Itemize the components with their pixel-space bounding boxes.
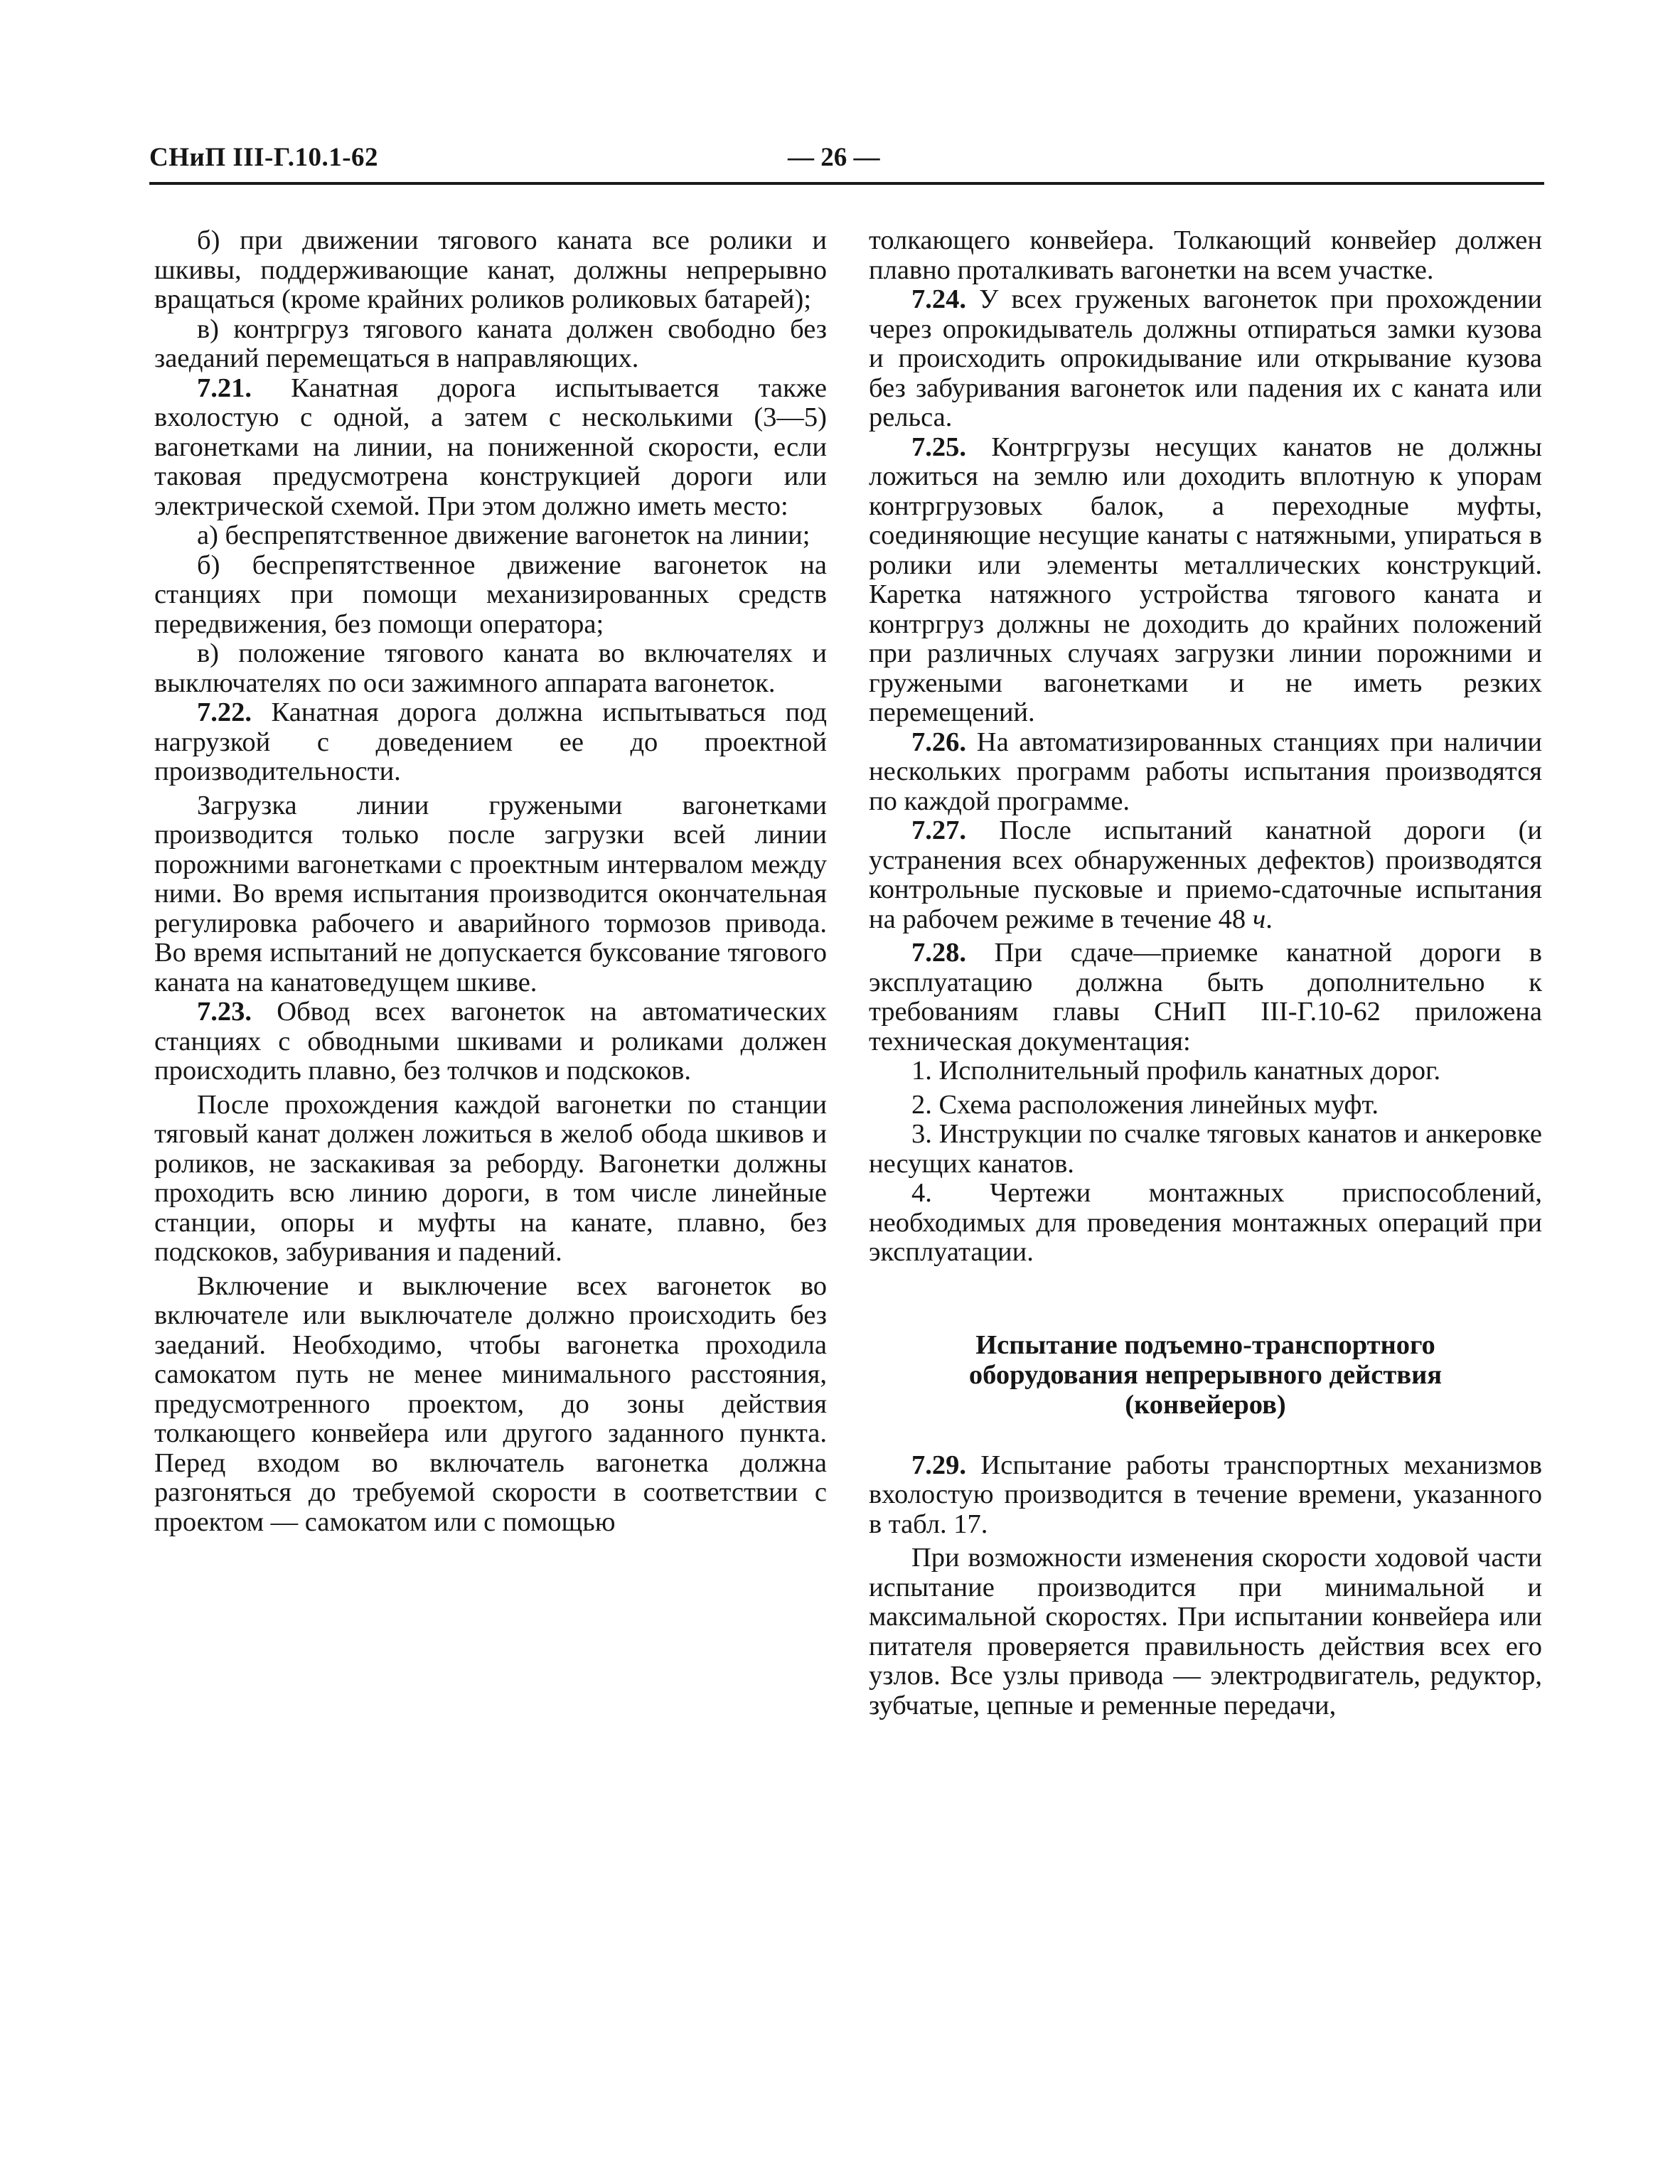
left-column — [154, 226, 827, 1537]
clause-text: Канатная дорога должна испытываться под нагрузкой с доведением ее до проектной производительности. — [154, 697, 827, 786]
clause-text-end: . — [1266, 904, 1273, 934]
clause-text: При сдаче—приемке канатной дороги в эксплуатацию должна быть дополнительно к требованиям главы СНиП III-Г.10-62 приложена техническая документация: — [869, 938, 1542, 1056]
clause-text: Обвод всех вагонеток на автоматических станциях с обводными шкивами и роликами должен происходить плавно, без толчков и подскоков. — [154, 997, 827, 1086]
clause-number: 7.21. — [197, 373, 252, 403]
paragraph-7-29 — [869, 1451, 1542, 1540]
paragraph: При возможности изменения скорости ходовой части испытание производится при минимальной и максимальной скоростях. При испытании конвейера или питателя проверяется правильность действия всех его узлов. Все узлы привода — электродвигатель, редуктор, зубчатые, цепные и ременные передачи, — [869, 1543, 1542, 1720]
clause-number: 7.22. — [197, 697, 252, 727]
heading-line: (конвейеров) — [1125, 1389, 1286, 1420]
list-item: 2. Схема расположения линейных муфт. — [911, 1089, 1379, 1120]
paragraph: в) положение тягового каната во включателях и выключателях по оси зажимного аппарата вагонеток. — [154, 638, 827, 698]
paragraph: Включение и выключение всех вагонеток во включателе или выключателе должно происходить без заеданий. Необходимо, чтобы вагонетка проходила самокатом путь не менее минимального расстояния, предусмотренного проектом, до зоны действия толкающего конвейера или другого заданного пункта. Перед входом во включатель вагонетка должна разгоняться до требуемой скорости в соответствии с проектом — самокатом или с помощью — [154, 1270, 827, 1537]
clause-text: На автоматизированных станциях при наличии нескольких программ работы испытания производятся по каждой программе. — [869, 727, 1542, 816]
paragraph-7-27 — [869, 816, 1542, 934]
header-rule — [149, 182, 1544, 185]
paragraph-7-26 — [869, 728, 1542, 817]
list-item: 1. Исполнительный профиль канатных дорог. — [911, 1056, 1441, 1086]
paragraph: б) при движении тягового каната все ролики и шкивы, поддерживающие канат, должны непрерывно вращаться (кроме крайних роликов роликовых батарей); — [154, 225, 827, 314]
paragraph-7-25 — [869, 433, 1542, 728]
right-column — [869, 226, 1542, 1720]
list-item: 3. Инструкции по счалке тяговых канатов и анкеровке несущих канатов. — [869, 1119, 1542, 1179]
clause-number: 7.28. — [911, 938, 966, 968]
paragraph-7-24 — [869, 285, 1542, 433]
document-code: СНиП III-Г.10.1-62 — [149, 143, 379, 172]
heading-line: Испытание подъемно-транспортного — [975, 1329, 1435, 1360]
paragraph: а) беспрепятственное движение вагонеток на линии; — [197, 520, 810, 550]
paragraph: б) беспрепятственное движение вагонеток на станциях при помощи механизированных средств передвижения, без помощи оператора; — [154, 550, 827, 639]
clause-number: 7.23. — [197, 997, 252, 1027]
heading-line: оборудования непрерывного действия — [968, 1359, 1443, 1390]
paragraph-7-22 — [154, 698, 827, 787]
clause-number: 7.24. — [911, 284, 966, 314]
clause-text: Контргрузы несущих канатов не должны ложиться на землю или доходить вплотную к упорам контргрузовых балок, а переходные муфты, соединяющие несущие канаты с натяжными, упираться в ролики или элементы металлических конструкций. Каретка натяжного устройства тягового каната и контргруз должны не доходить до крайних положений при различных случаях загрузки линии порожними и гружеными вагонетками и не иметь резких перемещений. — [869, 432, 1542, 727]
unit-hours: ч — [1252, 904, 1266, 934]
page-header — [149, 142, 1543, 185]
paragraph: Загрузка линии гружеными вагонетками производится только после загрузки всей линии порожними вагонетками с проектным интервалом между ними. Во время испытания производится окончательная регулировка рабочего и аварийного тормозов привода. Во время испытаний не допускается буксование тягового каната на канатоведущем шкиве. — [154, 790, 827, 997]
clause-number: 7.29. — [911, 1450, 966, 1480]
clause-text: У всех груженых вагонеток при прохождении через опрокидыватель должны отпираться замки кузова и происходить опрокидывание или открывание кузова без забуривания вагонеток или падения их с каната или рельса. — [869, 284, 1542, 432]
clause-text: После испытаний канатной дороги (и устранения всех обнаруженных дефектов) производятся контрольные пусковые и приемо-сдаточные испытания на рабочем режиме в течение 48 — [869, 815, 1542, 934]
paragraph-continued: толкающего конвейера. Толкающий конвейер должен плавно проталкивать вагонетки на всем участке. — [869, 225, 1542, 285]
paragraph-7-23 — [154, 997, 827, 1086]
clause-text: Испытание работы транспортных механизмов вхолостую производится в течение времени, указанного в табл. 17. — [869, 1450, 1542, 1539]
clause-number: 7.25. — [911, 432, 966, 462]
section-heading — [869, 1330, 1542, 1420]
page-number: — 26 — — [788, 143, 880, 172]
paragraph: в) контргруз тягового каната должен свободно без заеданий перемещаться в направляющих. — [154, 314, 827, 373]
paragraph: После прохождения каждой вагонетки по станции тяговый канат должен ложиться в желоб обода шкивов и роликов, не заскакивая за реборду. Вагонетки должны проходить всю линию дороги, в том числе линейные станции, опоры и муфты на канате, плавно, без подскоков, забуривания и падений. — [154, 1089, 827, 1267]
clause-text: Канатная дорога испытывается также вхолостую с одной, а затем с несколькими (3—5) вагонетками на линии, на пониженной скорости, если таковая предусмотрена конструкцией дороги или электрической схемой. При этом должно иметь место: — [154, 373, 827, 521]
list-item: 4. Чертежи монтажных приспособлений, необходимых для проведения монтажных операций при эксплуатации. — [869, 1178, 1542, 1267]
clause-number: 7.27. — [911, 815, 966, 845]
paragraph-7-28 — [869, 938, 1542, 1056]
paragraph-7-21 — [154, 374, 827, 522]
clause-number: 7.26. — [911, 727, 966, 757]
